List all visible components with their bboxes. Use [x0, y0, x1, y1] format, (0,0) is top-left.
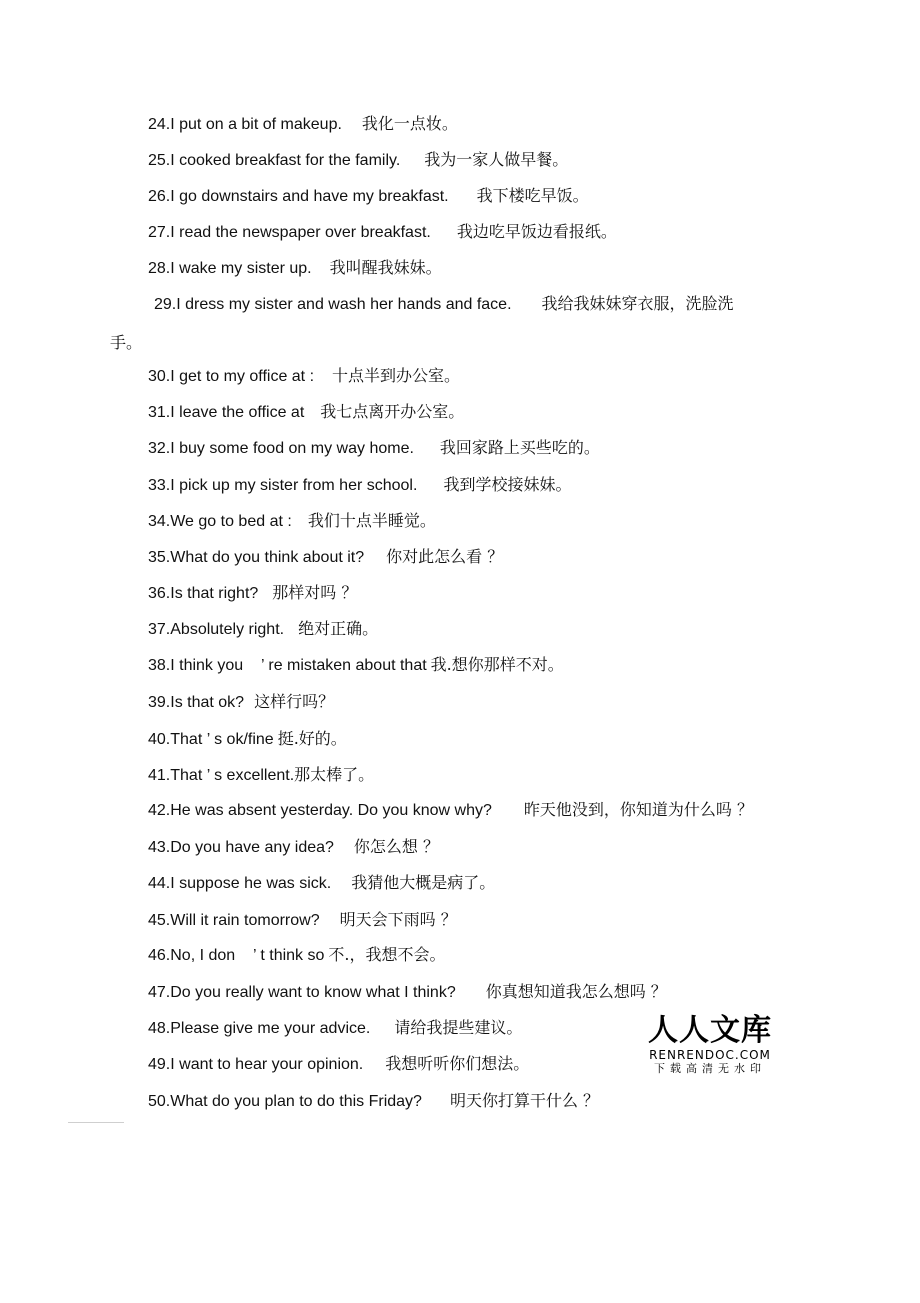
chinese-translation: 明天你打算干什么 ？ — [449, 1091, 600, 1110]
sentence-line — [148, 655, 564, 676]
chinese-translation: 我想听听你们想法。 — [385, 1054, 530, 1073]
english-sentence: 49.I want to hear your opinion. — [148, 1056, 364, 1073]
chinese-translation: 我给我妹妹穿衣服，洗脸洗 — [541, 294, 734, 313]
chinese-translation: 那太棒了。 — [294, 765, 375, 784]
sentence-line — [148, 114, 458, 135]
chinese-translation: 我.想你那样不对。 — [430, 655, 564, 674]
chinese-translation: 我到学校接妹妹。 — [443, 475, 572, 494]
chinese-translation: 我回家路上买些吃的。 — [439, 438, 600, 457]
sentence-line — [148, 729, 347, 750]
watermark-tagline: 下载高清无水印 — [654, 1062, 766, 1075]
english-sentence: 44.I suppose he was sick. — [148, 875, 332, 892]
english-sentence: 36.Is that right? — [148, 585, 259, 602]
watermark-brand: 人人文库 — [648, 1013, 772, 1048]
sentence-line — [148, 837, 439, 858]
english-sentence: 29.I dress my sister and wash her hands and face. — [154, 296, 512, 313]
chinese-translation: 我们十点半睡觉。 — [307, 511, 436, 530]
english-sentence: 50.What do you plan to do this Friday? — [148, 1093, 422, 1110]
sentence-line — [148, 982, 667, 1003]
chinese-translation: 我化一点妆。 — [361, 114, 458, 133]
sentence-line — [148, 692, 334, 713]
english-sentence: 41.That ’ s excellent. — [148, 767, 295, 784]
english-sentence: 40.That ’ s ok/fine — [148, 731, 274, 748]
english-sentence: 27.I read the newspaper over breakfast. — [148, 224, 431, 241]
watermark-logo — [645, 1014, 775, 1076]
english-sentence: 26.I go downstairs and have my breakfast. — [148, 188, 449, 205]
sentence-line — [148, 475, 571, 496]
english-sentence: 31.I leave the office at — [148, 404, 305, 421]
english-sentence: 48.Please give me your advice. — [148, 1020, 371, 1037]
sentence-line — [148, 765, 374, 786]
chinese-translation: 昨天他没到，你知道为什么吗 ？ — [523, 800, 753, 819]
english-sentence: 39.Is that ok? — [148, 694, 245, 711]
english-sentence: 30.I get to my office at : — [148, 368, 315, 385]
sentence-line — [148, 1018, 522, 1039]
chinese-translation: 那样对吗 ？ — [272, 583, 358, 602]
chinese-translation: 你对此怎么看 ？ — [386, 547, 504, 566]
english-sentence: 38.I think you ’ re mistaken about that — [148, 657, 427, 674]
english-sentence: 46.No, I don ’ t think so — [148, 947, 325, 964]
sentence-line — [148, 222, 617, 243]
sentence-line — [154, 294, 734, 315]
sentence-line — [148, 150, 568, 171]
sentence-line — [148, 619, 378, 640]
english-sentence: 33.I pick up my sister from her school. — [148, 477, 418, 494]
chinese-translation: 我为一家人做早餐。 — [424, 150, 569, 169]
sentence-line — [148, 1054, 529, 1075]
chinese-translation: 不.，我想不会。 — [328, 945, 446, 964]
sentence-line — [148, 258, 442, 279]
sentence-line — [148, 910, 457, 931]
chinese-translation: 十点半到办公室。 — [332, 366, 461, 385]
english-sentence: 34.We go to bed at : — [148, 513, 292, 530]
english-sentence: 47.Do you really want to know what I think? — [148, 984, 456, 1001]
chinese-translation: 我叫醒我妹妹。 — [329, 258, 442, 277]
english-sentence: 25.I cooked breakfast for the family. — [148, 152, 401, 169]
chinese-translation: 挺.好的。 — [277, 729, 347, 748]
english-sentence: 35.What do you think about it? — [148, 549, 365, 566]
sentence-line — [148, 366, 460, 387]
sentence-line — [148, 873, 495, 894]
english-sentence: 24.I put on a bit of makeup. — [148, 116, 342, 133]
page-footer-divider — [68, 1122, 124, 1123]
english-sentence: 43.Do you have any idea? — [148, 839, 334, 856]
sentence-line — [148, 583, 357, 604]
english-sentence: 37.Absolutely right. — [148, 621, 285, 638]
sentence-line — [148, 945, 445, 966]
english-sentence: 42.He was absent yesterday. Do you know why? — [148, 802, 492, 819]
chinese-translation: 你怎么想 ？ — [353, 837, 440, 856]
english-sentence: 45.Will it rain tomorrow? — [148, 912, 320, 929]
sentence-line — [148, 800, 753, 821]
sentence-line — [148, 511, 436, 532]
chinese-translation: 我下楼吃早饭。 — [476, 186, 589, 205]
chinese-translation: 你真想知道我怎么想吗 ？ — [485, 982, 667, 1001]
chinese-translation: 我边吃早饭边看报纸。 — [456, 222, 617, 241]
chinese-translation: 我猜他大概是病了。 — [351, 873, 496, 892]
chinese-translation-continued: 手。 — [110, 333, 143, 352]
chinese-translation: 绝对正确。 — [298, 619, 379, 638]
english-sentence: 28.I wake my sister up. — [148, 260, 312, 277]
chinese-translation: 明天会下雨吗 ？ — [339, 910, 457, 929]
sentence-line — [148, 1091, 599, 1112]
english-sentence: 32.I buy some food on my way home. — [148, 440, 414, 457]
chinese-translation: 我七点离开办公室。 — [320, 402, 465, 421]
sentence-line — [148, 438, 600, 459]
watermark-site: RENRENDOC.COM — [649, 1048, 771, 1062]
sentence-line — [148, 402, 464, 423]
sentence-line — [148, 547, 503, 568]
chinese-translation: 这样行吗？ — [254, 692, 335, 711]
sentence-line — [148, 186, 589, 207]
chinese-translation: 请给我提些建议。 — [394, 1018, 523, 1037]
